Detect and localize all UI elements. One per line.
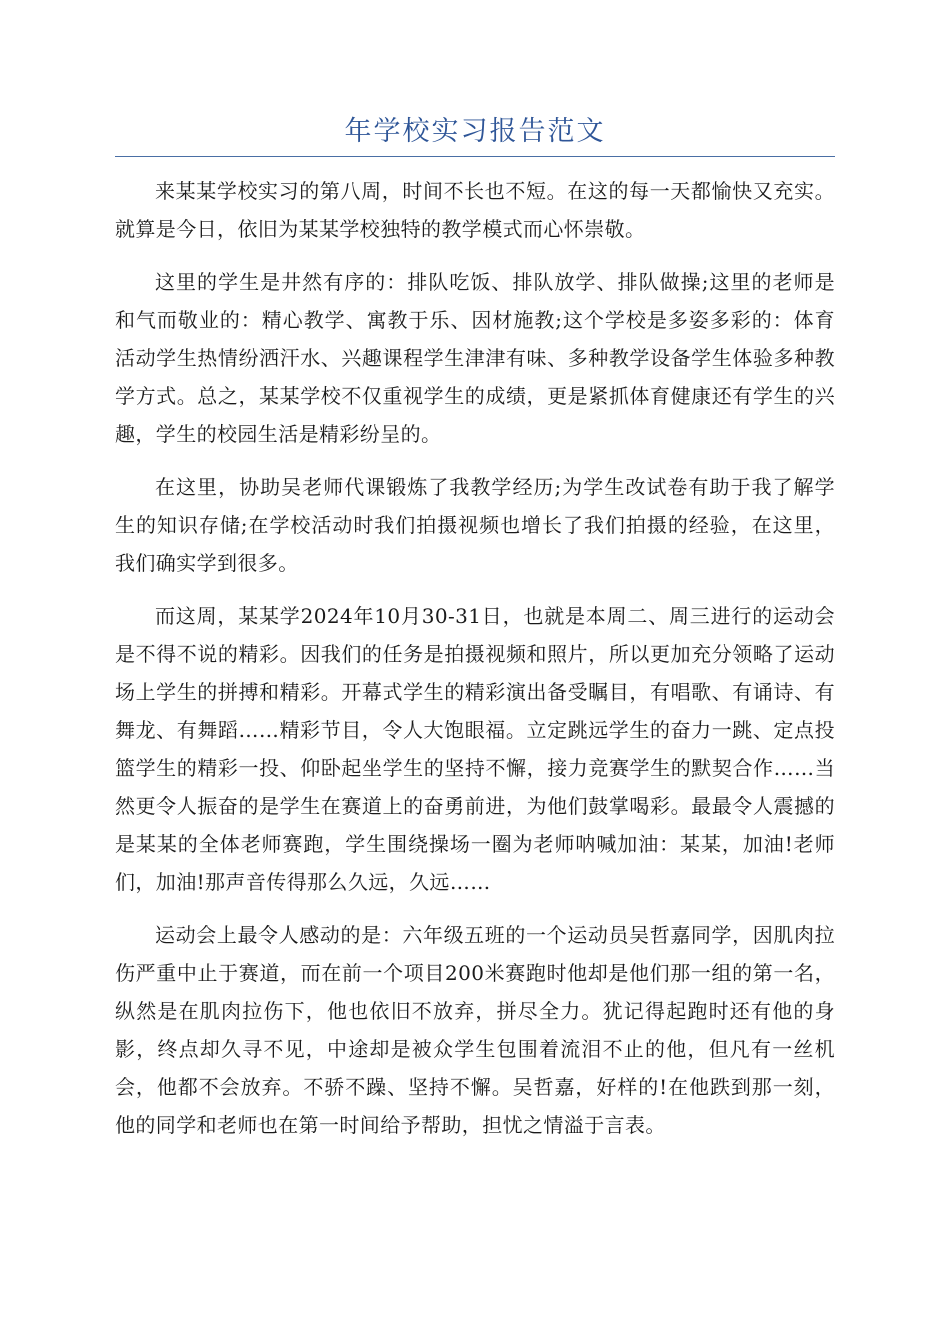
title-block xyxy=(115,112,835,157)
paragraph-2: 这里的学生是井然有序的：排队吃饭、排队放学、排队做操;这里的老师是和气而敬业的：精心教学、寓教于乐、因材施教;这个学校是多姿多彩的：体育活动学生热情纷洒汗水、兴趣课程学生津津有味、多种教学设备学生体验多种教学方式。总之，某某学校不仅重视学生的成绩，更是紧抓体育健康还有学生的兴趣，学生的校园生活是精彩纷呈的。 xyxy=(115,270,835,446)
paragraph-3: 在这里，协助吴老师代课锻炼了我教学经历;为学生改试卷有助于我了解学生的知识存储;在学校活动时我们拍摄视频也增长了我们拍摄的经验，在这里，我们确实学到很多。 xyxy=(115,475,835,575)
paragraph-5: 运动会上最令人感动的是：六年级五班的一个运动员吴哲嘉同学，因肌肉拉伤严重中止于赛道，而在前一个项目200米赛跑时他却是他们那一组的第一名，纵然是在肌肉拉伤下，他也依旧不放弃，拼尽全力。犹记得起跑时还有他的身影，终点却久寻不见，中途却是被众学生包围着流泪不止的他，但凡有一丝机会，他都不会放弃。不骄不躁、坚持不懈。吴哲嘉，好样的!在他跌到那一刻，他的同学和老师也在第一时间给予帮助，担忧之情溢于言表。 xyxy=(115,923,835,1137)
document-body xyxy=(115,172,835,1159)
paragraph-4: 而这周，某某学2024年10月30-31日，也就是本周二、周三进行的运动会是不得不说的精彩。因我们的任务是拍摄视频和照片，所以更加充分领略了运动场上学生的拼搏和精彩。开幕式学生的精彩演出备受瞩目，有唱歌、有诵诗、有舞龙、有舞蹈……精彩节目，令人大饱眼福。立定跳远学生的奋力一跳、定点投篮学生的精彩一投、仰卧起坐学生的坚持不懈，接力竞赛学生的默契合作……当然更令人振奋的是学生在赛道上的奋勇前进，为他们鼓掌喝彩。最最令人震撼的是某某的全体老师赛跑，学生围绕操场一圈为老师呐喊加油：某某，加油!老师们，加油!那声音传得那么久远，久远…… xyxy=(115,604,835,894)
paragraph-1: 来某某学校实习的第八周，时间不长也不短。在这的每一天都愉快又充实。就算是今日，依旧为某某学校独特的教学模式而心怀崇敬。 xyxy=(115,179,835,241)
document-title: 年学校实习报告范文 xyxy=(344,116,606,147)
